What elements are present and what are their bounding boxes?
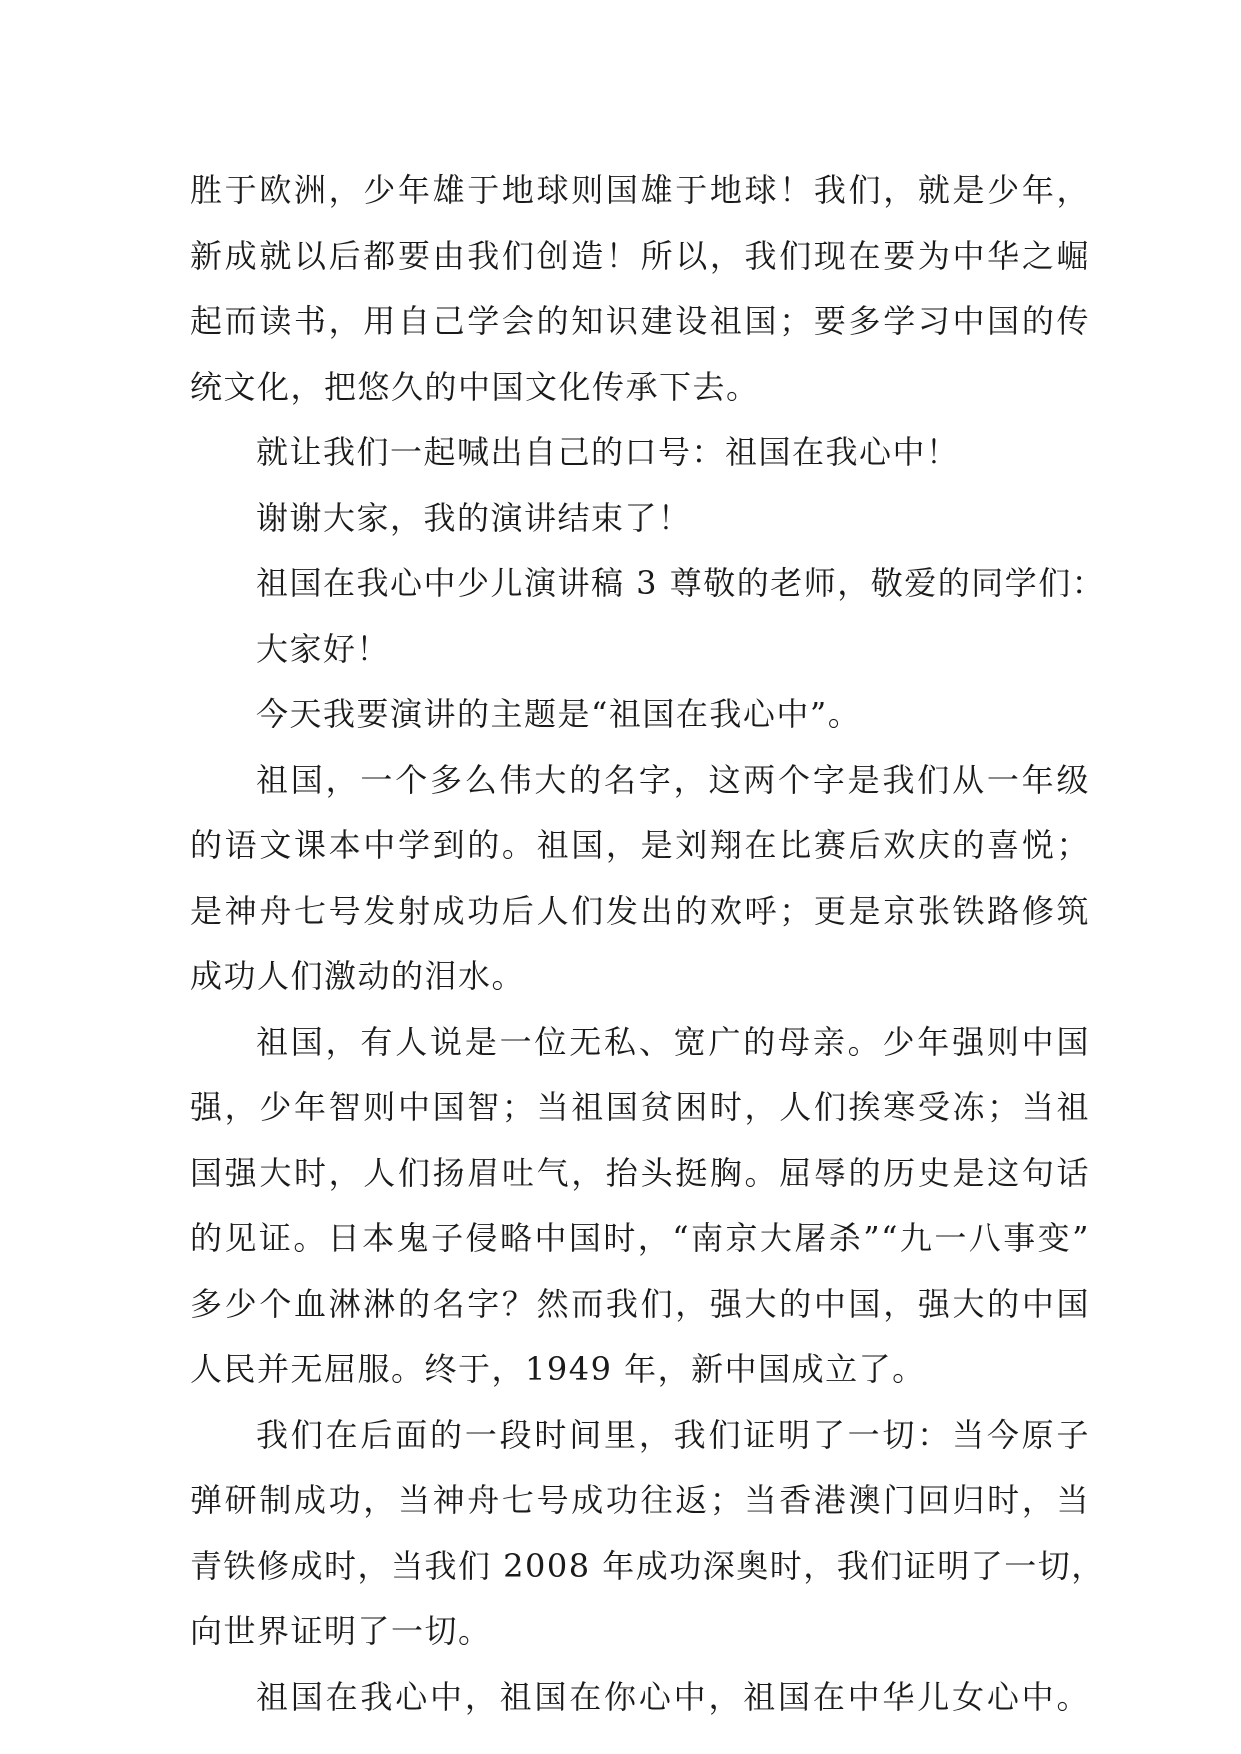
text-line: 弹研制成功，当神舟七号成功往返；当香港澳门回归时，当 <box>190 1481 1090 1519</box>
text-line: 起而读书，用自己学会的知识建设祖国；要多学习中国的传 <box>190 302 1090 340</box>
text-line: 我们在后面的一段时间里，我们证明了一切：当今原子 <box>256 1415 1090 1454</box>
document-body <box>190 158 1106 1730</box>
text-line: 祖国在我心中，祖国在你心中，祖国在中华儿女心中。 <box>256 1677 1090 1716</box>
text-line: 胜于欧洲，少年雄于地球则国雄于地球！我们，就是少年， <box>190 171 1090 209</box>
text-line: 成功人们激动的泪水。 <box>190 957 526 995</box>
text-line: 强，少年智则中国智；当祖国贫困时，人们挨寒受冻；当祖 <box>190 1088 1090 1126</box>
text-line: 谢谢大家，我的演讲结束了！ <box>256 498 692 537</box>
text-line: 国强大时，人们扬眉吐气，抬头挺胸。屈辱的历史是这句话 <box>190 1153 1090 1192</box>
text-line: 的语文课本中学到的。祖国，是刘翔在比赛后欢庆的喜悦； <box>190 826 1090 864</box>
text-line: 的见证。日本鬼子侵略中国时，“南京大屠杀”“九一八事变” <box>190 1219 1090 1257</box>
text-line: 统文化，把悠久的中国文化传承下去。 <box>190 367 760 406</box>
text-line: 祖国，一个多么伟大的名字，这两个字是我们从一年级 <box>256 760 1090 799</box>
text-line: 多少个血淋淋的名字？然而我们，强大的中国，强大的中国 <box>190 1284 1090 1323</box>
text-line: 是神舟七号发射成功后人们发出的欢呼；更是京张铁路修筑 <box>190 891 1090 930</box>
text-line: 新成就以后都要由我们创造！所以，我们现在要为中华之崛 <box>190 236 1090 275</box>
text-line: 祖国在我心中少儿演讲稿 3 尊敬的老师，敬爱的同学们： <box>256 564 1106 602</box>
text-line: 青铁修成时，当我们 2008 年成功深奥时，我们证明了一切， <box>190 1546 1105 1585</box>
text-line: 今天我要演讲的主题是“祖国在我心中”。 <box>256 695 862 733</box>
text-line: 就让我们一起喊出自己的口号：祖国在我心中！ <box>256 433 960 471</box>
text-line: 大家好！ <box>256 629 391 668</box>
text-line: 人民并无屈服。终于，1949 年，新中国成立了。 <box>190 1350 926 1388</box>
text-line: 向世界证明了一切。 <box>190 1612 492 1650</box>
text-line: 祖国，有人说是一位无私、宽广的母亲。少年强则中国 <box>256 1022 1090 1061</box>
